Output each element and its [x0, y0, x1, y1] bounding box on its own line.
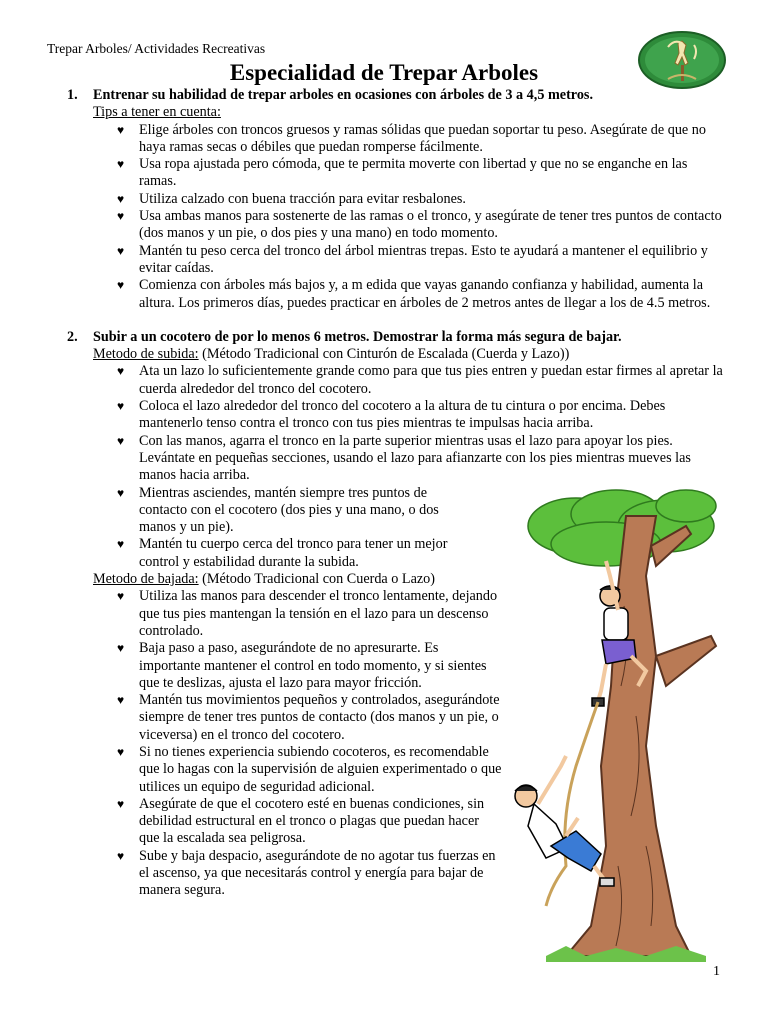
heart-bullet-icon: ♥ [117, 243, 125, 258]
section-2-number: 2. [67, 328, 78, 345]
list-item [67, 122, 727, 157]
section-2-title: Subir a un cocotero de por lo menos 6 metros. Demostrar la forma más segura de bajar. [93, 328, 622, 345]
list-item-text: Comienza con árboles más bajos y, a m edida que vayas ganando confianza y habilidad, aumenta la altura. Los primeros días, puedes practicar en árboles de 2 metros antes de llegar a los de 4.5 metros. [139, 277, 711, 311]
list-item-text: Asegúrate de que el cocotero esté en buenas condiciones, sin debilidad estructural en el tronco o plagas que puedan hacer que la escalada sea peligrosa. [139, 795, 485, 847]
heart-bullet-icon: ♥ [117, 191, 125, 206]
list-item [67, 277, 727, 312]
subida-label: Metodo de subida: [93, 346, 199, 363]
section-1 [67, 87, 727, 312]
list-item-text: Con las manos, agarra el tronco en la parte superior mientras usas el lazo para apoyar los pies. Levántate en pequeñas secciones, usando el lazo para afianzarte con los pies mientras mueves las manos hacia arriba. [139, 432, 691, 484]
bajada-note: (Método Tradicional con Cuerda o Lazo) [198, 571, 435, 588]
tree-climbing-illustration [506, 486, 722, 962]
page-title: Especialidad de Trepar Arboles [229, 60, 539, 85]
heart-bullet-icon: ♥ [117, 485, 125, 500]
list-item-text: Coloca el lazo alrededor del tronco del cocotero a la altura de tu cintura o por encima. Debes mantenerlo tenso contra el tronco con tus pies mientras te impulsas hacia arriba. [139, 398, 666, 432]
list-item-text: Mantén tu cuerpo cerca del tronco para tener un mejor control y estabilidad durante la subida. [139, 536, 448, 570]
heart-bullet-icon: ♥ [117, 796, 125, 811]
page-header-breadcrumb: Trepar Arboles/ Actividades Recreativas [47, 41, 266, 56]
heart-bullet-icon: ♥ [117, 433, 125, 448]
list-item-text: Si no tienes experiencia subiendo cocoteros, es recomendable que lo hagas con la supervisión de alguien experimentado o que utilices un equipo de seguridad adicional. [139, 743, 502, 795]
list-item [67, 485, 477, 537]
list-item-text: Sube y baja despacio, asegurándote de no agotar tus fuerzas en el ascenso, ya que necesitarás control y energía para bajar de manera segura. [139, 847, 496, 899]
page-number: 1 [713, 964, 720, 979]
list-item [67, 536, 477, 571]
heart-bullet-icon: ♥ [117, 641, 125, 656]
list-item [67, 640, 502, 692]
list-item-text: Baja paso a paso, asegurándote de no apresurarte. Es importante mantener el control en todo momento, y si sientes que te deslizas, ajusta el lazo para mayor fricción. [139, 640, 487, 691]
list-item [67, 243, 727, 278]
bajada-list [67, 588, 502, 899]
list-item [67, 588, 502, 640]
list-item-text: Ata un lazo lo suficientemente grande como para que tus pies entren y puedan estar firmes al apretar la cuerda alrededor del tronco del cocotero. [139, 363, 723, 397]
list-item [67, 398, 727, 433]
heart-bullet-icon: ♥ [117, 209, 125, 224]
list-item [67, 848, 502, 900]
heart-bullet-icon: ♥ [117, 364, 125, 379]
bajada-label: Metodo de bajada: [93, 571, 199, 588]
list-item-text: Usa ropa ajustada pero cómoda, que te permita moverte con libertad y que no se enganche en las ramas. [139, 156, 688, 190]
heart-bullet-icon: ♥ [117, 278, 125, 293]
section-1-list [67, 122, 727, 312]
list-item-text: Utiliza las manos para descender el tronco lentamente, dejando que tus pies mantengan la tensión en el lazo para un descenso controlado. [139, 588, 498, 639]
heart-bullet-icon: ♥ [117, 693, 125, 708]
subida-list-wide [67, 363, 727, 484]
list-item [67, 744, 502, 796]
section-1-heading [67, 87, 727, 104]
heart-bullet-icon: ♥ [117, 399, 125, 414]
list-item-text: Mientras asciendes, mantén siempre tres puntos de contacto con el cocotero (dos pies y una mano, o dos manos y un pie). [139, 484, 439, 536]
list-item [67, 208, 727, 243]
subida-note: (Método Tradicional con Cinturón de Escalada (Cuerda y Lazo)) [198, 346, 570, 363]
heart-bullet-icon: ♥ [117, 744, 125, 759]
list-item [67, 433, 727, 485]
heart-bullet-icon: ♥ [117, 157, 125, 172]
section-2-heading [67, 329, 727, 346]
section-1-number: 1. [67, 87, 78, 103]
section-1-subheading: Tips a tener en cuenta: [93, 104, 221, 121]
list-item-text: Elige árboles con troncos gruesos y ramas sólidas que puedan soportar tu peso. Asegúrate de que no haya ramas secas o débiles que puedan romperse fácilmente. [139, 121, 706, 155]
list-item-text: Mantén tus movimientos pequeños y controlados, asegurándote siempre de tener tres puntos de contacto (dos manos y un pie, o viceversa) en el tronco del cocotero. [139, 692, 500, 743]
heart-bullet-icon: ♥ [117, 848, 125, 863]
subida-list-narrow [67, 485, 477, 571]
heart-bullet-icon: ♥ [117, 537, 125, 552]
list-item [67, 692, 502, 744]
list-item-text: Usa ambas manos para sostenerte de las ramas o el tronco, y asegúrate de tener tres puntos de contacto (dos manos y un pie, o dos pies y una mano) en todo momento. [139, 208, 722, 242]
list-item-text: Utiliza calzado con buena tracción para evitar resbalones. [139, 190, 466, 207]
heart-bullet-icon: ♥ [117, 122, 125, 137]
section-1-title: Entrenar su habilidad de trepar arboles en ocasiones con árboles de 3 a 4,5 metros. [93, 87, 593, 103]
heart-bullet-icon: ♥ [117, 589, 125, 604]
list-item [67, 796, 502, 848]
list-item-text: Mantén tu peso cerca del tronco del árbol mientras trepas. Esto te ayudará a mantener el equilibrio y evitar caídas. [139, 242, 708, 276]
subida-heading [93, 346, 727, 363]
list-item [67, 191, 727, 208]
list-item [67, 363, 727, 398]
list-item [67, 156, 727, 191]
